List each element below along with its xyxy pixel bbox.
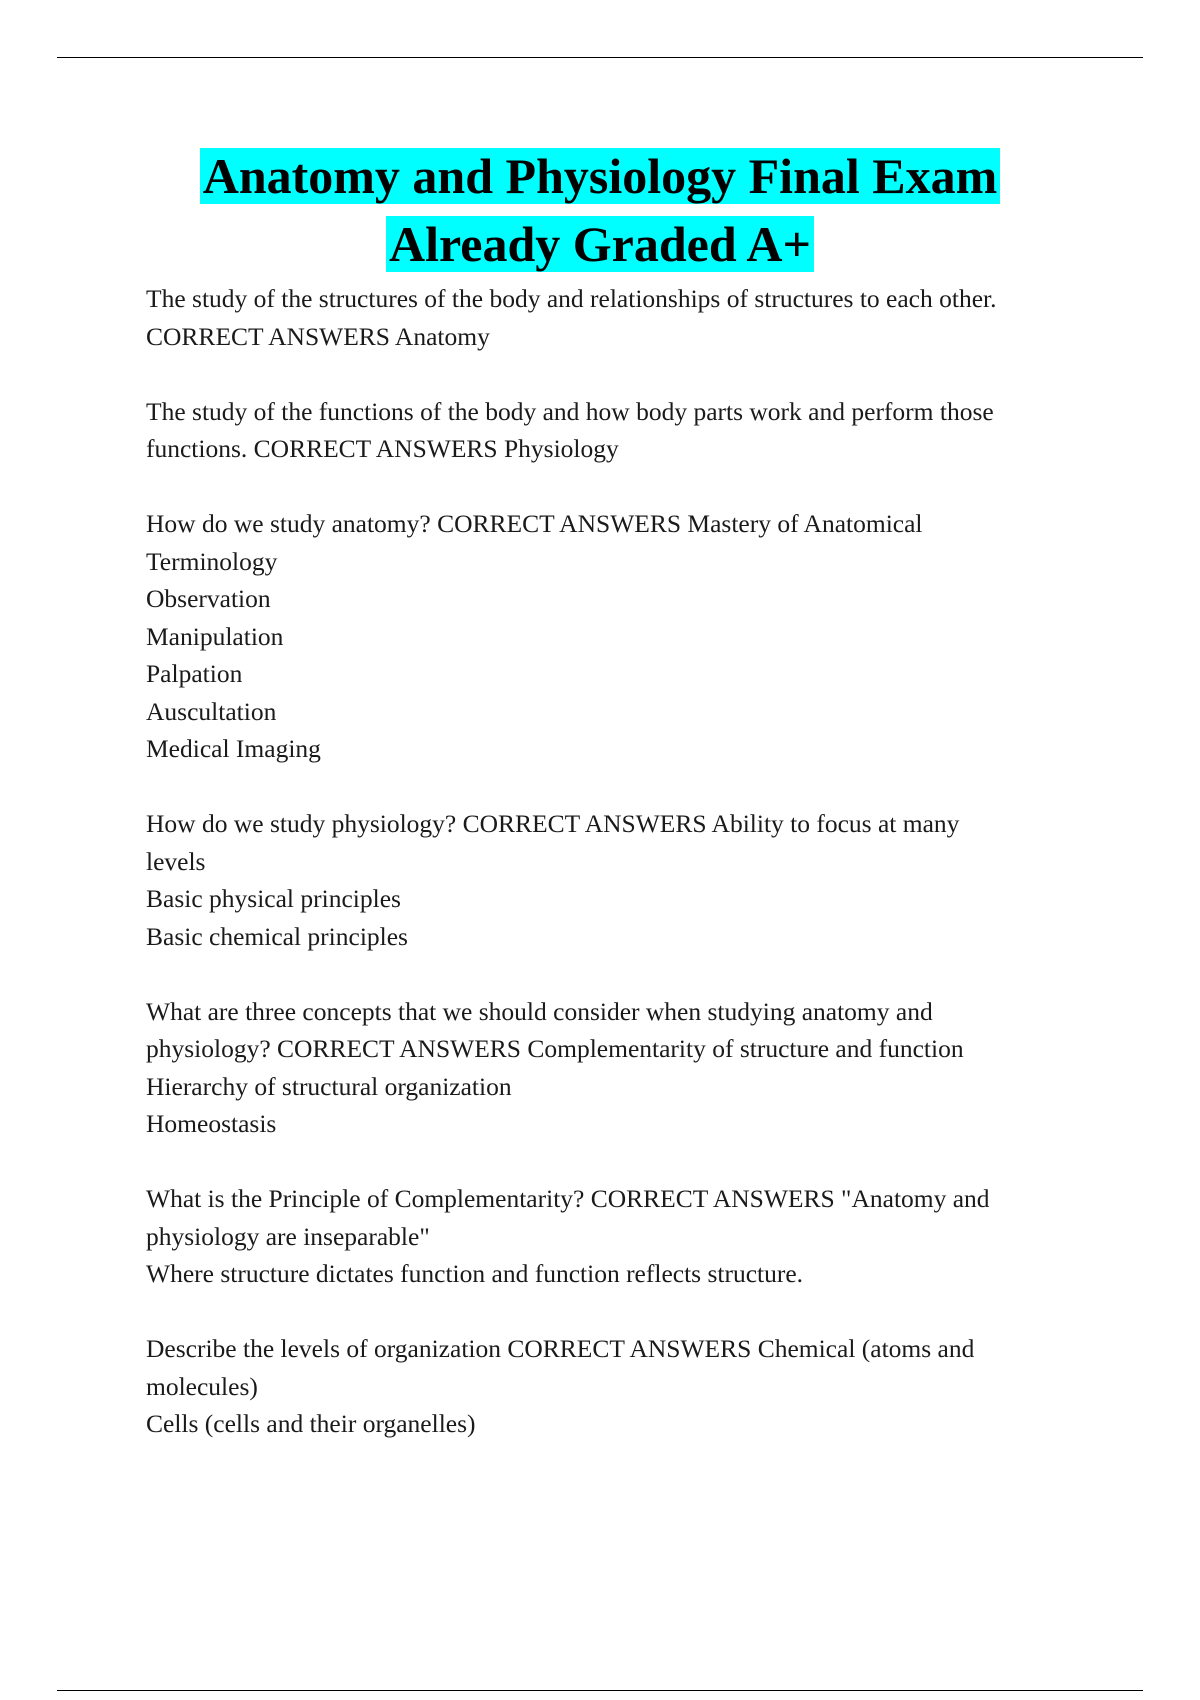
text-line: Cells (cells and their organelles) <box>146 1409 476 1438</box>
qa-item <box>146 805 1106 955</box>
qa-item <box>146 505 1106 768</box>
text-line: molecules) <box>146 1371 258 1401</box>
top-rule <box>57 57 1143 58</box>
qa-item <box>146 993 1106 1143</box>
text-line: physiology are inseparable" <box>146 1221 430 1251</box>
text-line: Observation <box>146 584 271 613</box>
qa-item <box>146 1180 1106 1293</box>
document-title <box>0 142 1200 278</box>
text-line: How do we study physiology? CORRECT ANSWERS Ability to focus at many <box>146 809 960 838</box>
qa-item <box>146 1330 1106 1443</box>
text-line: Basic physical principles <box>146 884 401 913</box>
qa-item <box>146 280 1106 355</box>
text-line: Terminology <box>146 546 278 576</box>
text-line: How do we study anatomy? CORRECT ANSWERS Mastery of Anatomical <box>146 509 923 538</box>
text-line: The study of the functions of the body and how body parts work and perform those <box>146 396 994 426</box>
text-line: levels <box>146 846 206 876</box>
text-line: Where structure dictates function and function reflects structure. <box>146 1259 804 1288</box>
text-line: The study of the structures of the body and relationships of structures to each other. <box>146 284 997 313</box>
qa-content <box>146 280 1106 1480</box>
bottom-rule <box>57 1690 1143 1691</box>
text-line: Manipulation <box>146 621 284 651</box>
text-line: Homeostasis <box>146 1109 277 1138</box>
text-line: functions. CORRECT ANSWERS Physiology <box>146 434 619 463</box>
text-line: What is the Principle of Complementarity? CORRECT ANSWERS "Anatomy and <box>146 1184 990 1213</box>
text-line: What are three concepts that we should consider when studying anatomy and <box>146 996 933 1026</box>
text-line: Auscultation <box>146 696 277 726</box>
text-line: Medical Imaging <box>146 734 321 763</box>
text-line: Hierarchy of structural organization <box>146 1071 512 1101</box>
text-line: Palpation <box>146 659 243 688</box>
qa-item <box>146 393 1106 468</box>
text-line: physiology? CORRECT ANSWERS Complementarity of structure and function <box>146 1034 964 1063</box>
text-line: Basic chemical principles <box>146 921 408 951</box>
text-line: CORRECT ANSWERS Anatomy <box>146 321 490 351</box>
title-line-2: Already Graded A+ <box>386 216 814 272</box>
title-line-1: Anatomy and Physiology Final Exam <box>200 148 1001 204</box>
text-line: Describe the levels of organization CORRECT ANSWERS Chemical (atoms and <box>146 1334 975 1363</box>
